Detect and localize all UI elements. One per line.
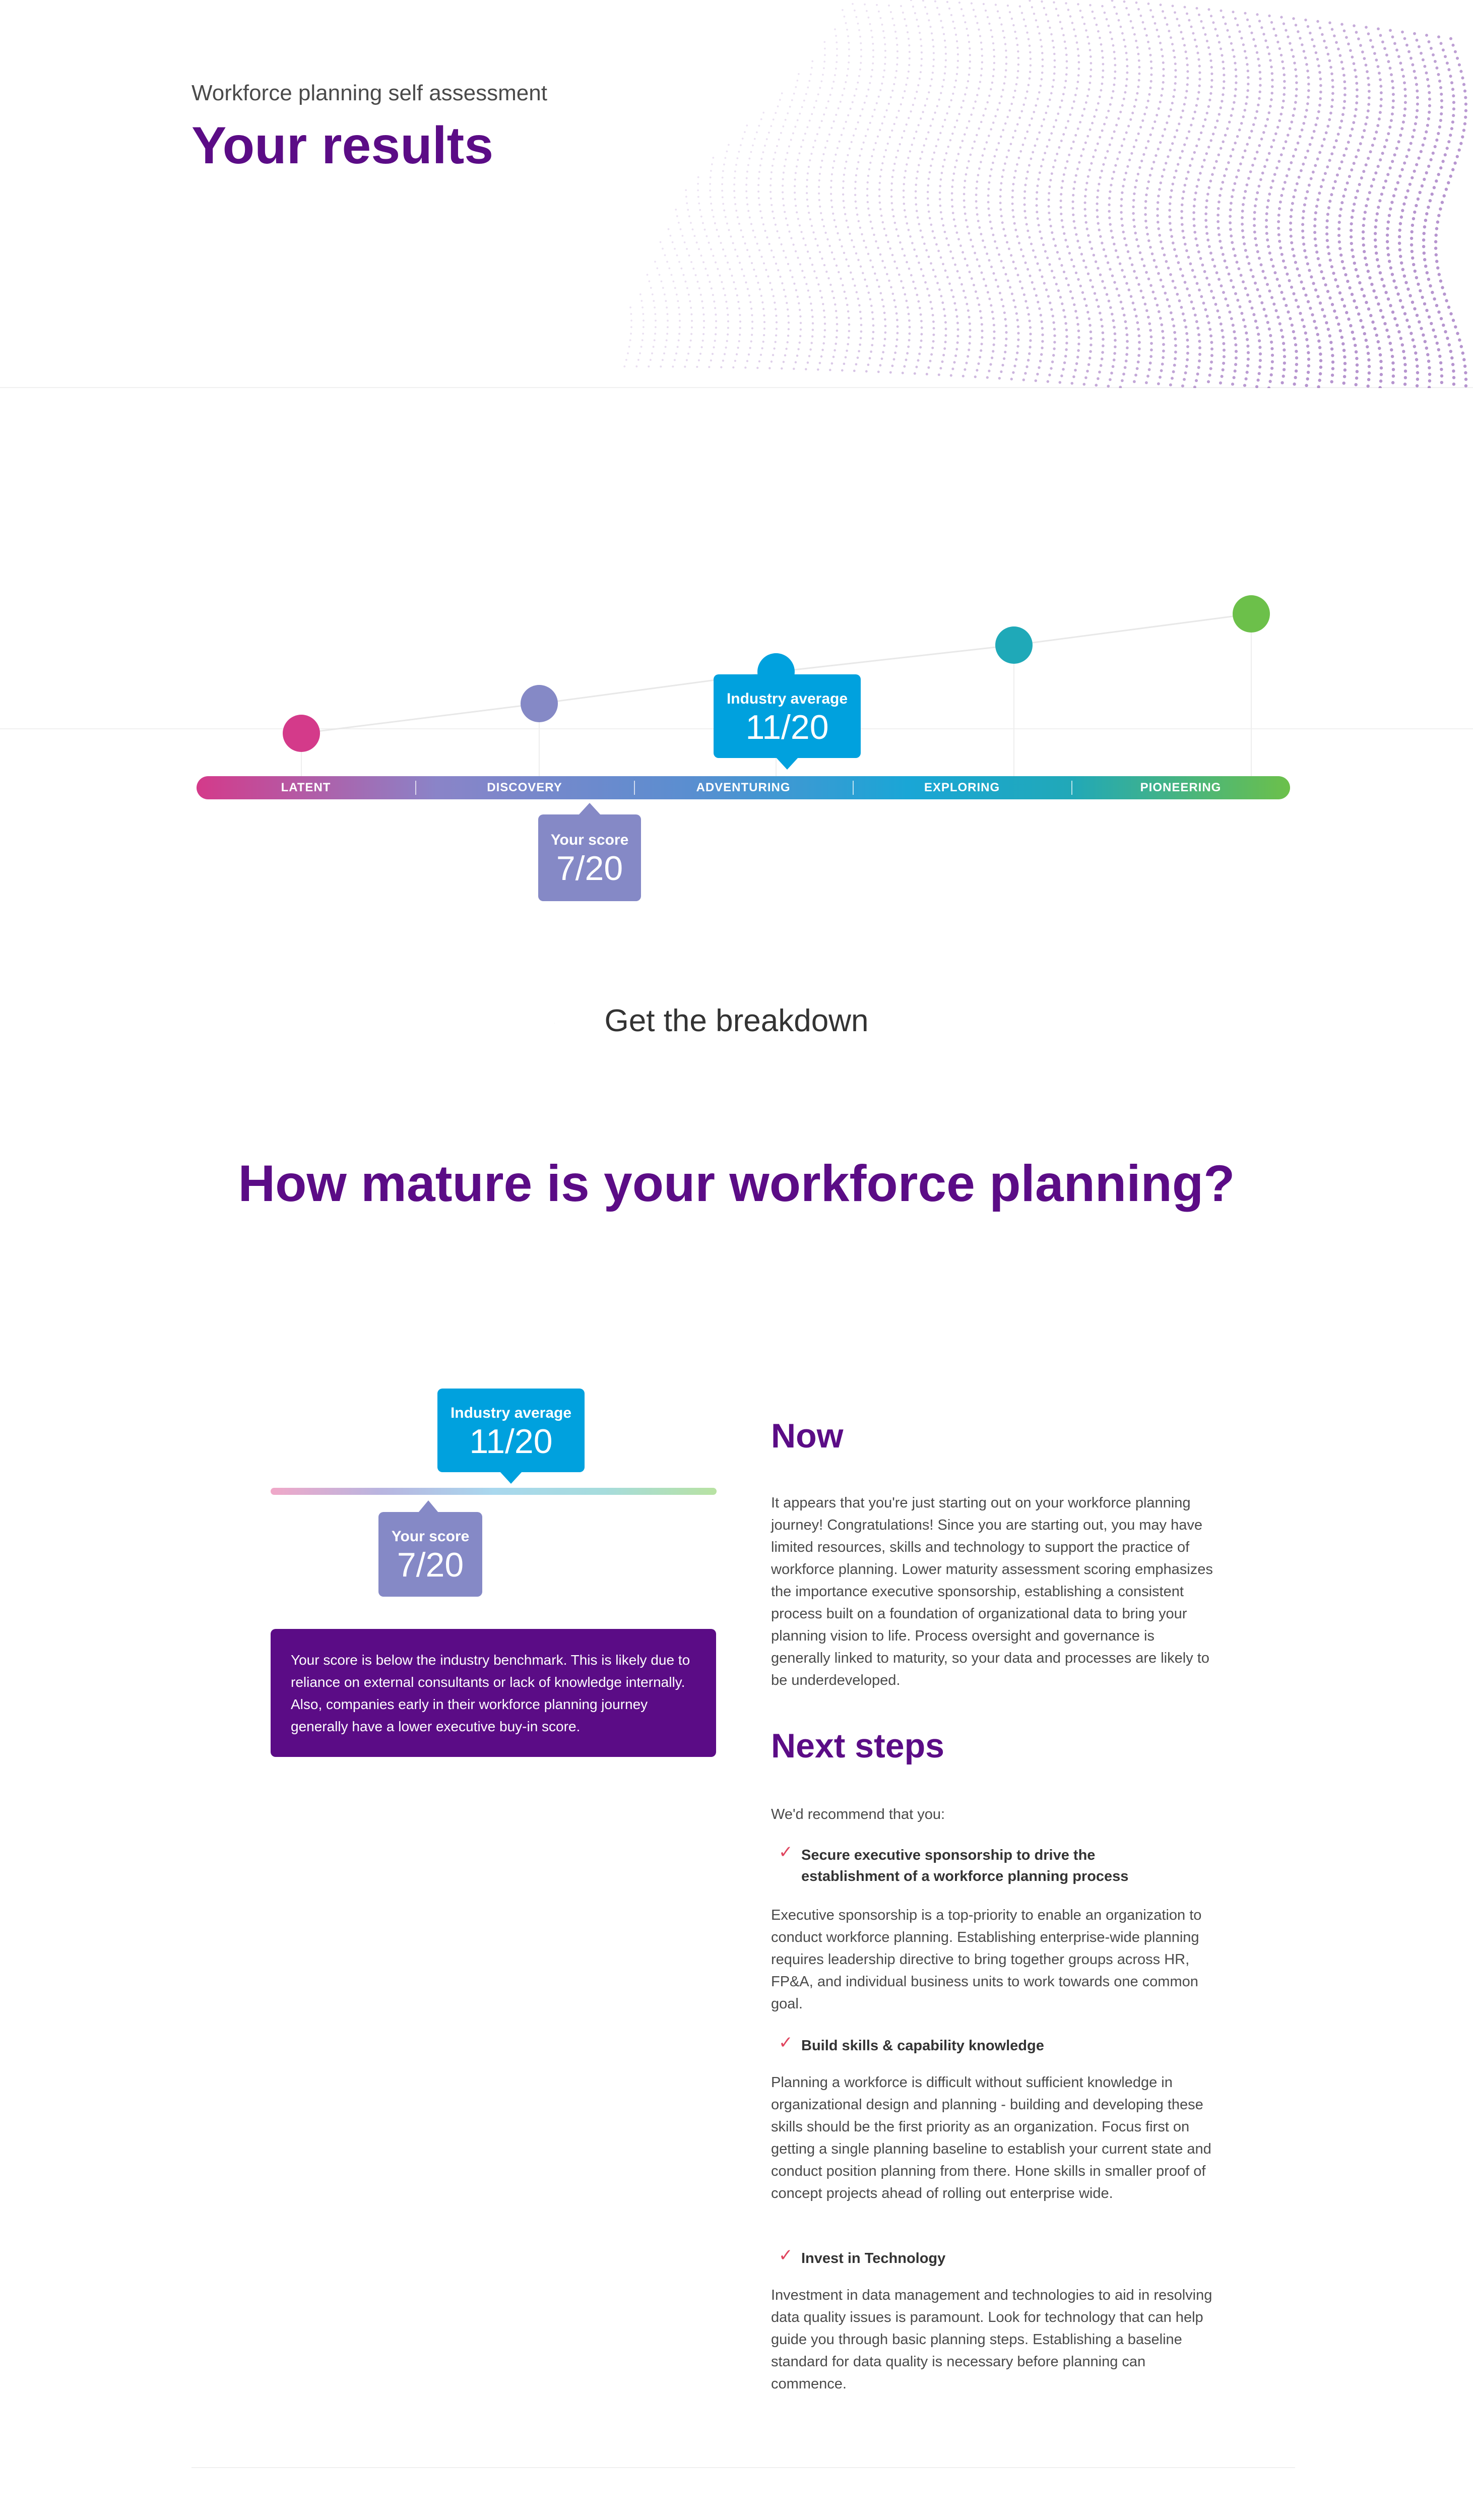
maturity-stage-bar xyxy=(197,776,1290,799)
dot-pattern-graphic xyxy=(616,0,1473,388)
your-score-label: Your score xyxy=(550,832,629,848)
your-score-pointer xyxy=(579,803,601,815)
your-score-callout-small xyxy=(378,1512,482,1597)
your-score-value: 7/20 xyxy=(397,1546,464,1584)
stage-label-discovery: DISCOVERY xyxy=(415,776,634,799)
now-text: It appears that you're just starting out on your workforce planning journey! Congratulations! Since you are starting out, you may have limited resources, skills and technology to support the practice of workforce planning. Lower maturity assessment scoring emphasizes the importance executive sponsorship, establishing a consistent process built on a foundation of organizational data to bring your planning vision to life. Process oversight and governance is generally linked to maturity, so your data and processes are likely to be underdeveloped. xyxy=(771,1495,1213,1688)
page-title: Your results xyxy=(191,116,494,175)
step-text: Planning a workforce is difficult without sufficient knowledge in organizational design and planning - building and developing these skills should be the first priority as an organization. Focus first on getting a single planning baseline to establish your current state and conduct position planning from there. Hone skills in smaller proof of concept projects ahead of rolling out enterprise wide. xyxy=(771,2074,1211,2201)
industry-average-value: 11/20 xyxy=(745,708,829,746)
stage-label-adventuring: ADVENTURING xyxy=(634,776,853,799)
checkmark-icon: ✓ xyxy=(779,2033,793,2052)
industry-average-label: Industry average xyxy=(450,1405,572,1421)
stage-label-exploring: EXPLORING xyxy=(853,776,1071,799)
your-score-pointer xyxy=(418,1500,438,1513)
stage-label-pioneering: PIONEERING xyxy=(1071,776,1290,799)
mini-stage-bar xyxy=(271,1488,717,1495)
next-steps-intro: We'd recommend that you: xyxy=(771,1806,945,1822)
industry-average-label: Industry average xyxy=(726,690,848,707)
stage-marker-latent xyxy=(283,715,320,752)
breakdown-heading: Get the breakdown xyxy=(604,1003,869,1038)
now-heading: Now xyxy=(771,1417,844,1455)
industry-average-pointer xyxy=(500,1472,522,1484)
hero-section xyxy=(0,0,1473,388)
section-divider xyxy=(191,2467,1295,2468)
step-title: Build skills & capability knowledge xyxy=(801,2038,1044,2054)
spacer xyxy=(554,1023,555,1024)
checkmark-icon: ✓ xyxy=(779,1843,793,1862)
industry-average-callout-small xyxy=(437,1389,585,1472)
your-score-label: Your score xyxy=(391,1528,470,1545)
step-title: Invest in Technology xyxy=(801,2250,946,2266)
your-score-value: 7/20 xyxy=(556,849,623,888)
next-steps-heading: Next steps xyxy=(771,1727,944,1765)
industry-average-callout xyxy=(714,674,861,758)
benchmark-note: Your score is below the industry benchmark. This is likely due to reliance on external consultants or lack of knowledge internally. Also, companies early in their workforce planning journey generally have a lower executive buy-in score. xyxy=(271,1629,716,1757)
stage-label-latent: LATENT xyxy=(281,781,331,794)
step-text: Executive sponsorship is a top-priority to enable an organization to conduct workforce planning. Establishing enterprise-wide planning requires leadership directive to bring together groups across HR, FP&A, and individual business units to work towards one common goal. xyxy=(771,1907,1202,2012)
step-text: Investment in data management and technologies to aid in resolving data quality issues is paramount. Look for technology that can help guide you through basic planning steps. Establishing a baseline standard for data quality is necessary before planning can commence. xyxy=(771,2287,1212,2392)
stage-marker-pioneering xyxy=(1233,595,1270,633)
stage-marker-discovery xyxy=(521,685,558,722)
industry-average-value: 11/20 xyxy=(469,1422,553,1461)
page-eyebrow: Workforce planning self assessment xyxy=(191,81,547,105)
your-score-callout xyxy=(538,814,641,901)
industry-average-pointer xyxy=(776,758,798,770)
maturity-heading: How mature is your workforce planning? xyxy=(238,1155,1235,1212)
checkmark-icon: ✓ xyxy=(779,2246,793,2265)
step-title: Secure executive sponsorship to drive the establishment of a workforce planning process xyxy=(801,1847,1129,1884)
stage-marker-exploring xyxy=(995,626,1033,664)
